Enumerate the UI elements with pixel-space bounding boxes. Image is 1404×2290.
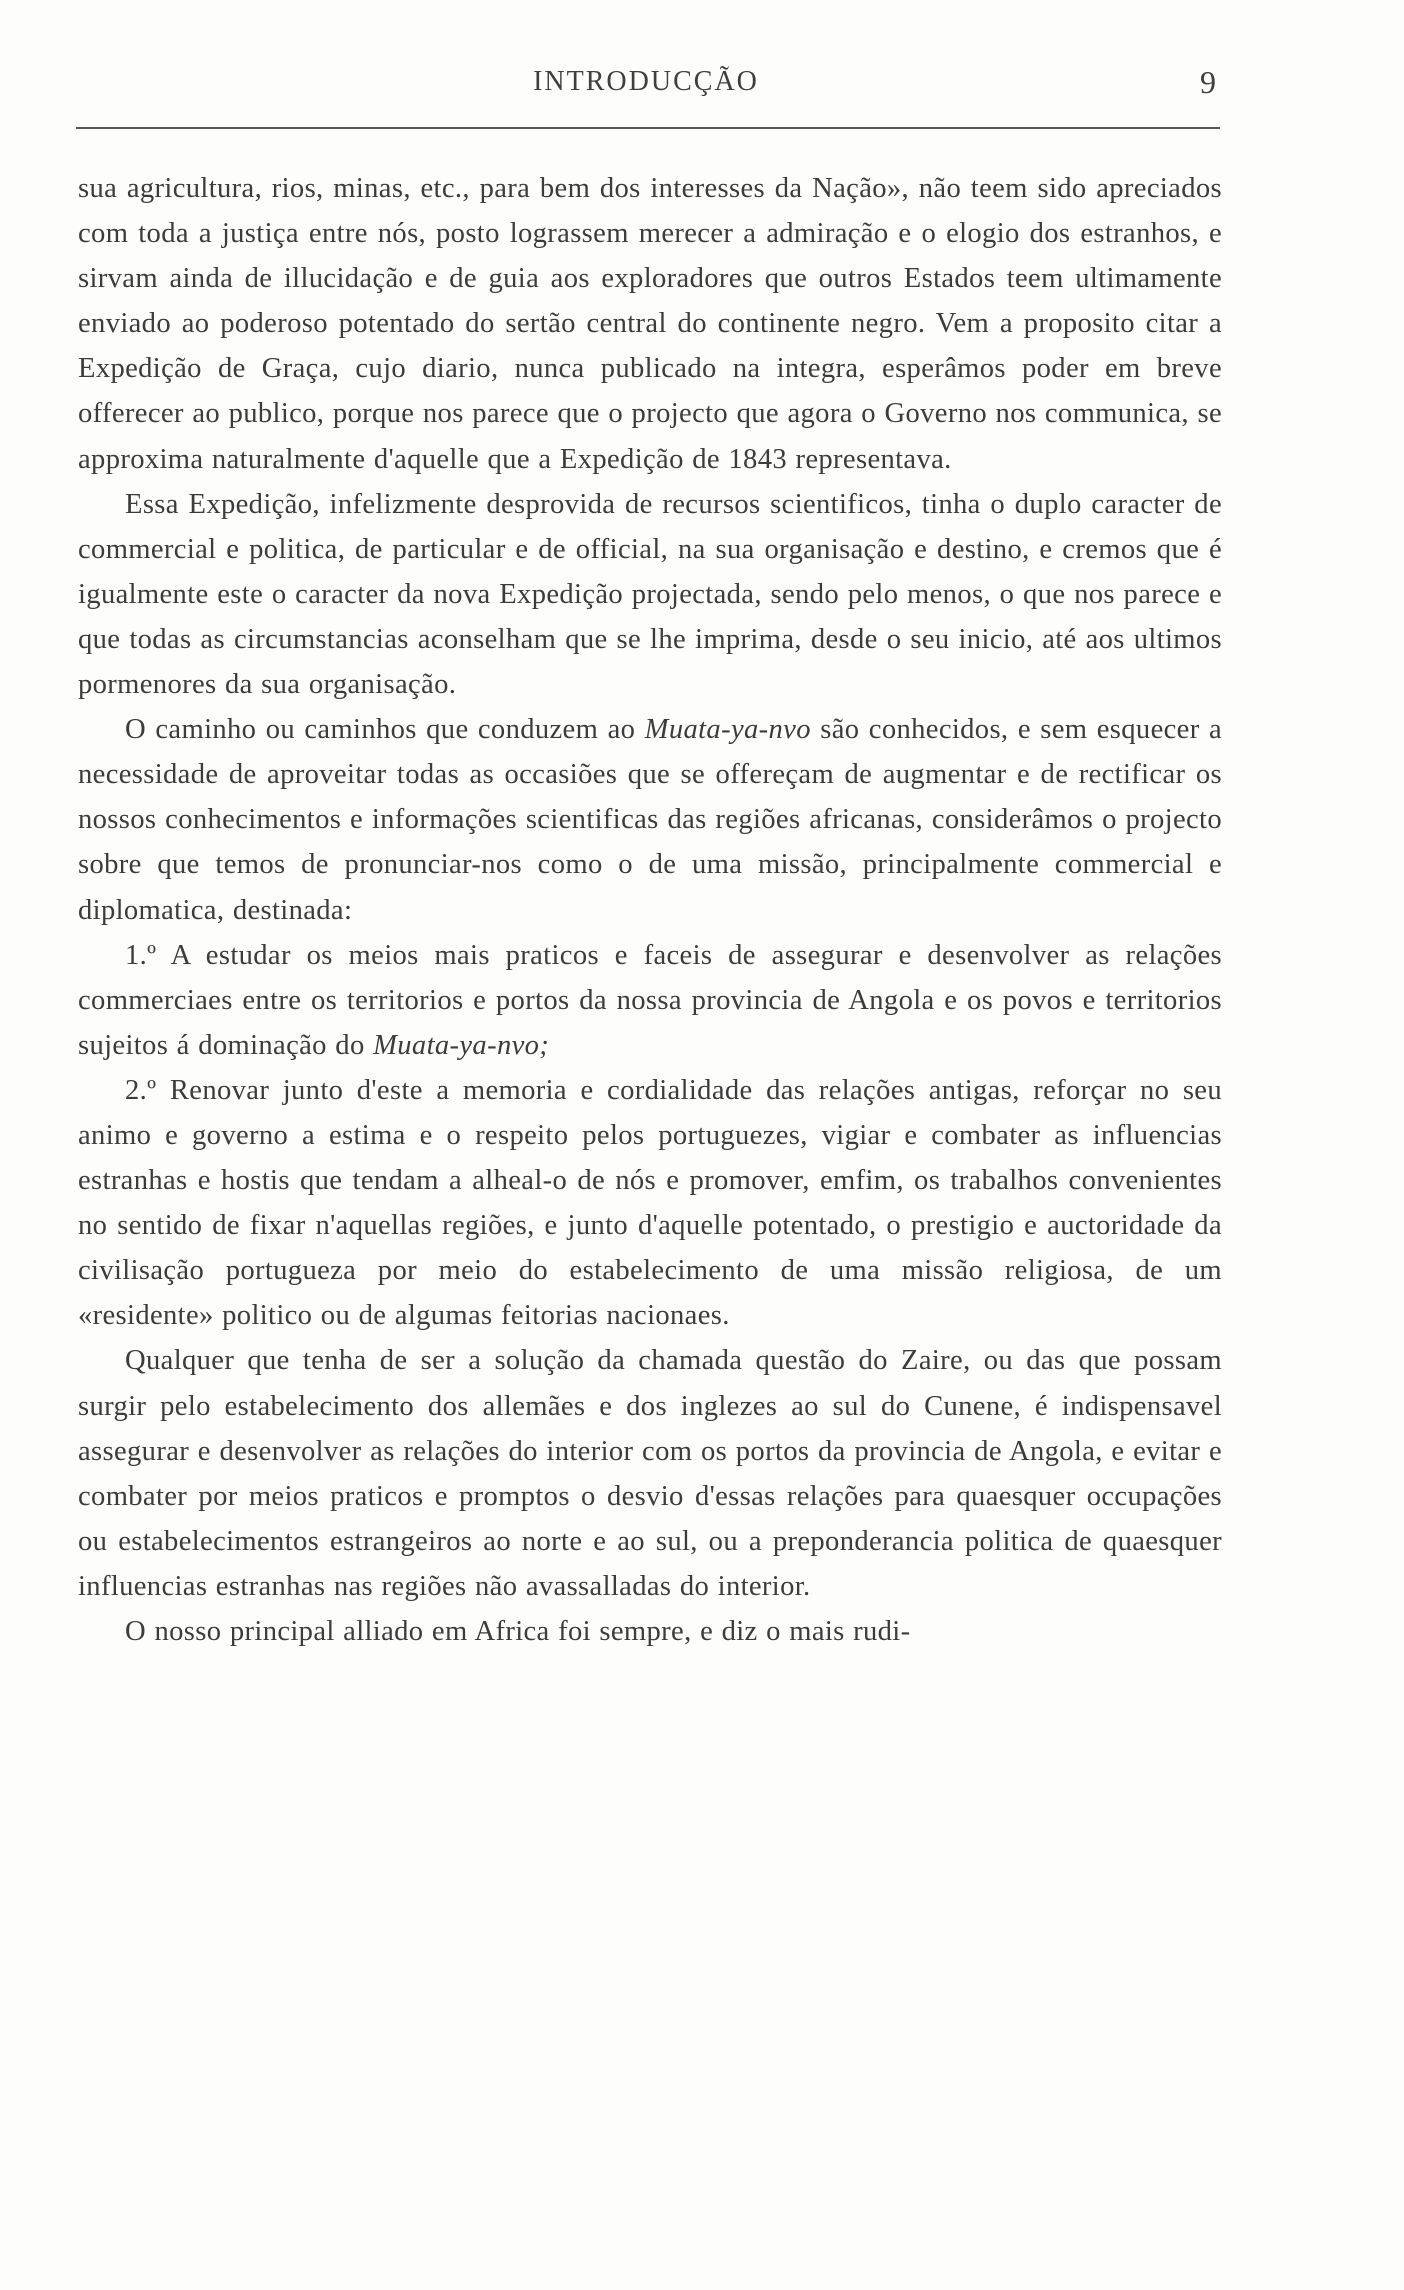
list-item-text: 2.º Renovar junto d'este a memoria e cordialidade das relações antigas, reforçar no seu animo e governo a estima e o respeito pelos portuguezes, vigiar e combater as influencias estranhas e hostis que tendam a alheal-o de nós e promover, emfim, os trabalhos convenientes no sentido de fixar n'aquellas regiões, e junto d'aquelle potentado, o prestigio e auctoridade da civilisação portugueza por meio do estabelecimento de uma missão religiosa, de um «residente» politico ou de algumas feitorias nacionaes. <box>78 1074 1222 1332</box>
paragraph-text: O caminho ou caminhos que conduzem ao <box>125 714 645 746</box>
page-number: 9 <box>1200 64 1216 100</box>
paragraph-text: sua agricultura, rios, minas, etc., para bem dos interesses da Nação», não teem sido apreciados com toda a justiça entre nós, posto lograssem merecer a admiração e o elogio dos estranhos, e sirvam ainda de illucidação e de guia aos exploradores que outros Estados teem ultimamente enviado ao poderoso potentado do sertão central do continente negro. Vem a proposito citar a Expedição de Graça, cujo diario, nunca publicado na integra, esperâmos poder em breve offerecer ao publico, porque nos parece que o projecto que agora o Governo nos communica, se approxima naturalmente d'aquelle que a Expedição de 1843 representava. <box>78 173 1222 475</box>
paragraph-text: O nosso principal alliado em Africa foi sempre, e diz o mais rudi- <box>125 1616 911 1647</box>
list-item-1 <box>78 933 1222 1068</box>
italic-term: Muata-ya-nvo; <box>373 1029 550 1061</box>
paragraph-text: são conhecidos, e sem esquecer a necessidade de aproveitar todas as occasiões que se offereçam de augmentar e de rectificar os nossos conhecimentos e informações scientificas das regiões africanas, considerâmos o projecto sobre que temos de pronunciar-nos como o de uma missão, principalmente commercial e diplomatica, destinada: <box>78 714 1222 926</box>
paragraph-text: Essa Expedição, infelizmente desprovida de recursos scientificos, tinha o duplo caracter de commercial e politica, de particular e de official, na sua organisação e destino, e cremos que é igualmente este o caracter da nova Expedição projectada, sendo pelo menos, o que nos parece e que todas as circumstancias aconselham que se lhe imprima, desde o seu inicio, até aos ultimos pormenores da sua organisação. <box>78 488 1222 701</box>
running-head-title: INTRODUCÇÃO <box>533 66 759 97</box>
paragraph-2 <box>78 482 1222 707</box>
italic-term: Muata-ya-nvo <box>644 714 811 746</box>
body-text <box>78 166 1222 1654</box>
paragraph-1 <box>78 166 1222 482</box>
list-item-2 <box>78 1068 1222 1339</box>
paragraph-4 <box>78 1338 1222 1609</box>
list-item-text: 1.º A estudar os meios mais praticos e faceis de assegurar e desenvolver as relações commerciaes entre os territorios e portos da nossa provincia de Angola e os povos e territorios sujeitos á dominação do <box>78 939 1222 1061</box>
paragraph-3 <box>78 707 1222 932</box>
paragraph-5 <box>78 1609 1222 1654</box>
header-rule <box>76 127 1220 129</box>
running-header <box>76 66 1216 106</box>
paragraph-text: Qualquer que tenha de ser a solução da chamada questão do Zaire, ou das que possam surgir pelo estabelecimento dos allemães e dos inglezes ao sul do Cunene, é indispensavel assegurar e desenvolver as relações do interior com os portos da provincia de Angola, e evitar e combater por meios praticos e promptos o desvio d'essas relações para quaesquer occupações ou estabelecimentos estrangeiros ao norte e ao sul, ou a preponderancia politica de quaesquer influencias estranhas nas regiões não avassalladas do interior. <box>78 1345 1222 1602</box>
